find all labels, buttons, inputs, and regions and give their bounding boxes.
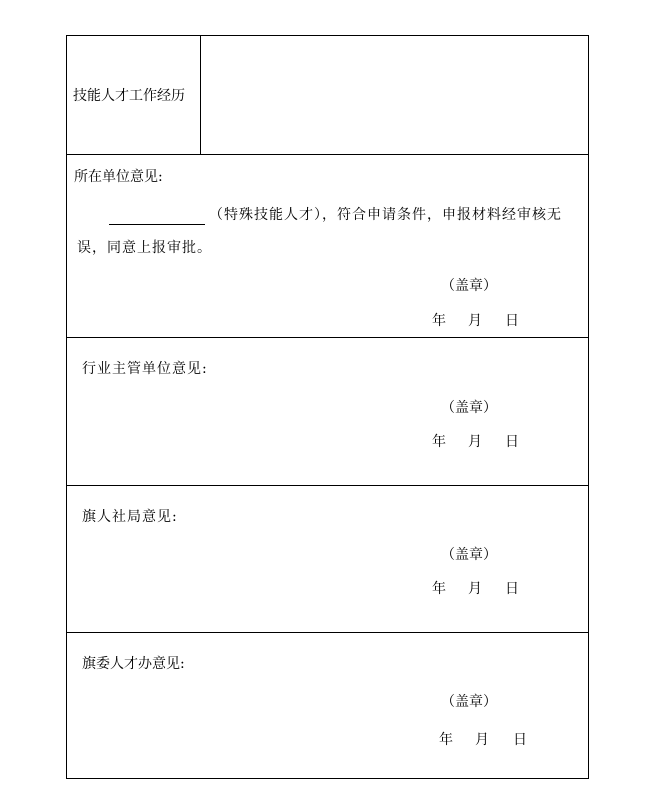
unit-date-month: 月: [468, 313, 482, 329]
unit-date-day: 日: [505, 313, 519, 329]
unit-opinion-text-line2: 误，同意上报审批。: [77, 240, 212, 256]
unit-seal-label: （盖章）: [441, 278, 497, 294]
hr-bureau-seal-label: （盖章）: [441, 547, 497, 563]
hr-bureau-date-month: 月: [468, 581, 482, 597]
talent-office-date-year: 年: [439, 732, 453, 748]
industry-date-month: 月: [468, 434, 482, 450]
unit-date-year: 年: [432, 313, 446, 329]
experience-content-cell[interactable]: [201, 36, 588, 154]
industry-opinion-row: [67, 337, 588, 485]
talent-office-seal-label: （盖章）: [441, 694, 497, 710]
unit-opinion-title: 所在单位意见:: [74, 169, 163, 185]
unit-opinion-text-line1: （特殊技能人才），符合申请条件，申报材料经审核无: [209, 207, 562, 223]
talent-office-date-day: 日: [513, 732, 527, 748]
experience-label: 技能人才工作经历: [73, 88, 185, 104]
hr-bureau-date-year: 年: [432, 581, 446, 597]
hr-bureau-opinion-title: 旗人社局意见:: [82, 509, 178, 525]
talent-office-opinion-title: 旗委人才办意见:: [82, 656, 185, 672]
unit-opinion-row: [67, 154, 588, 337]
approval-form-table: [66, 35, 589, 779]
talent-office-opinion-row: [67, 632, 588, 778]
hr-bureau-date-day: 日: [505, 581, 519, 597]
experience-row: [67, 36, 588, 154]
industry-date-year: 年: [432, 434, 446, 450]
hr-bureau-opinion-row: [67, 485, 588, 632]
talent-office-date-month: 月: [475, 732, 489, 748]
industry-opinion-title: 行业主管单位意见:: [82, 361, 208, 377]
industry-date-day: 日: [505, 434, 519, 450]
experience-label-cell: [67, 36, 201, 154]
talent-name-blank[interactable]: [109, 206, 205, 225]
industry-seal-label: （盖章）: [441, 400, 497, 416]
